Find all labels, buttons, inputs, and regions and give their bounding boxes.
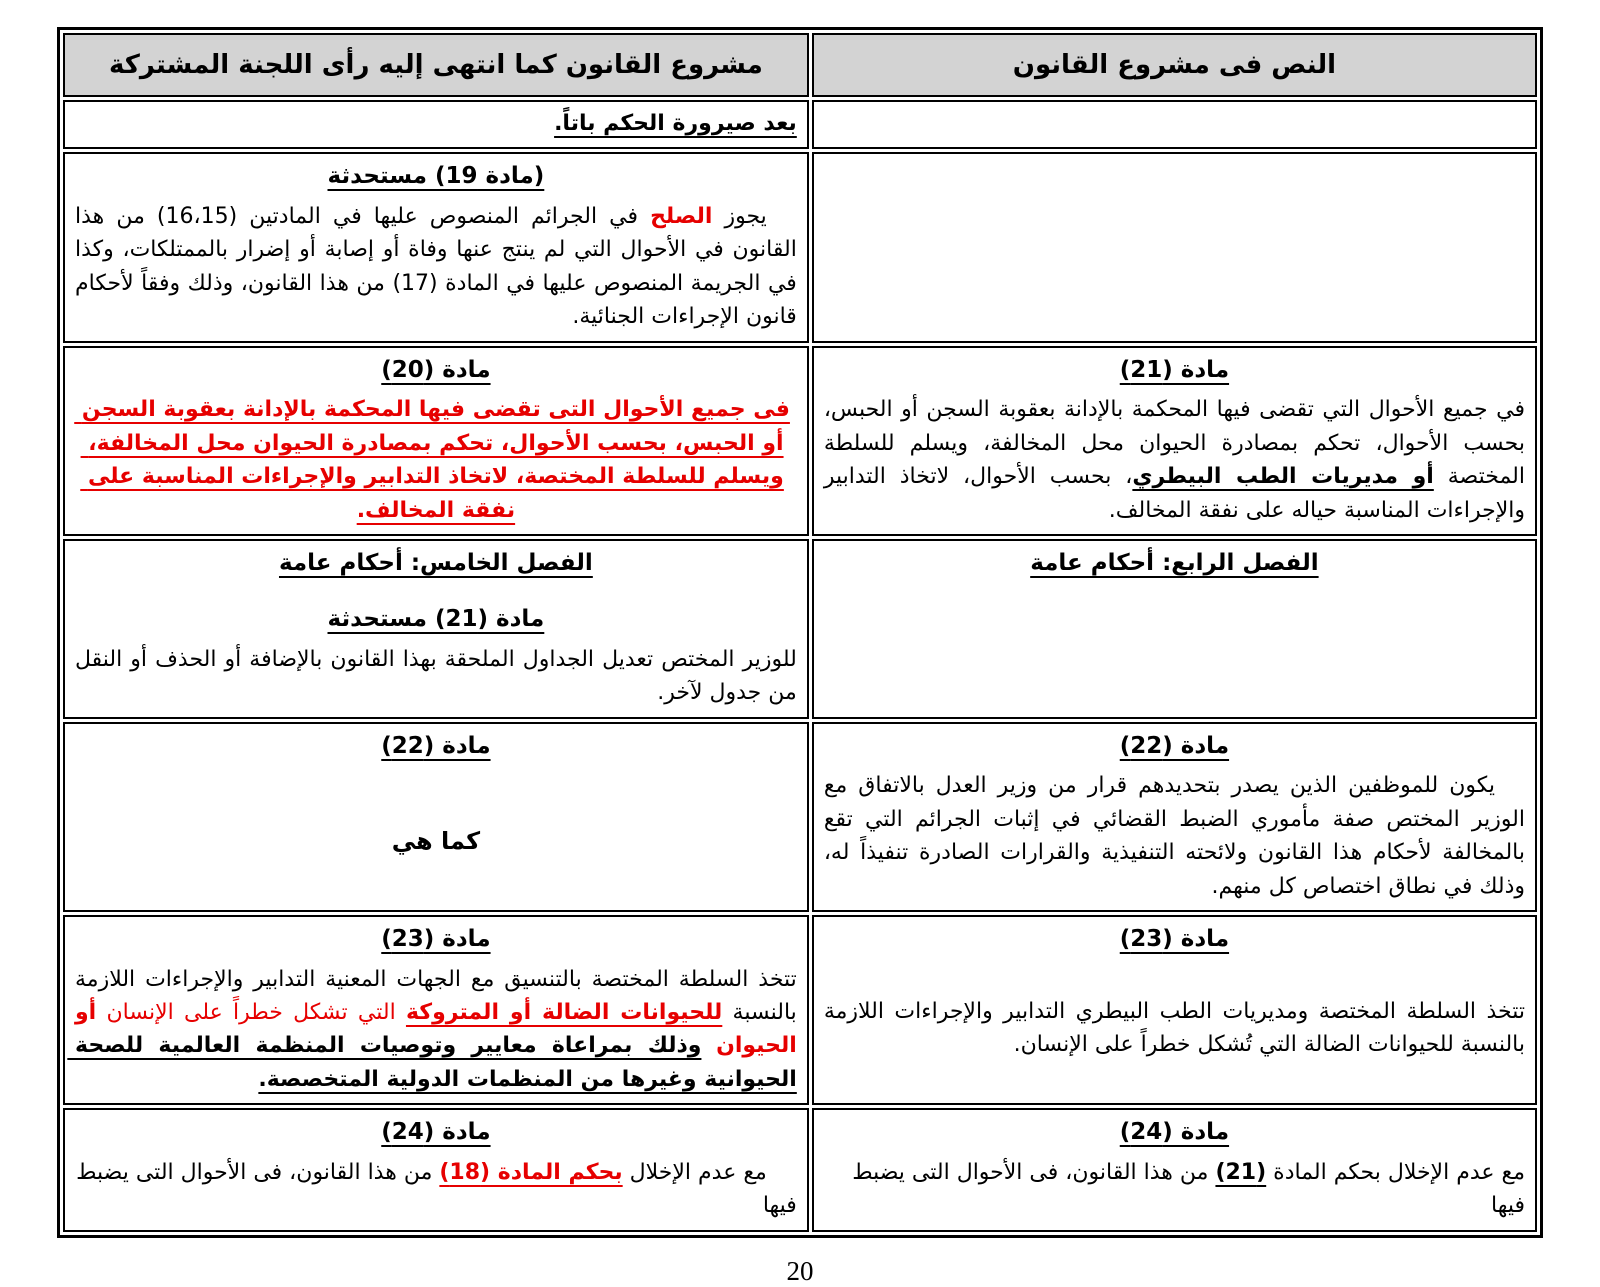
text-run: مادة (23): [381, 926, 491, 953]
text-run: مع عدم الإخلال بحكم المادة: [1266, 1159, 1525, 1185]
cell-original-row-2: [812, 152, 1537, 342]
text-run: مادة (21): [1119, 356, 1230, 383]
table-row-2: [63, 152, 1537, 342]
text-run: في جميع الأحوال التي تقضى فيها المحكمة بالإدانة بعقوبة السجن أو الحبس، بحسب الأحوال، تحكم بمصادرة الحيوان محل المخالفة، ويسلم للسلطة المختصة: [816, 397, 1525, 490]
text-run: مادة (21) مستحدثة: [327, 606, 545, 633]
article-title: [824, 729, 1525, 764]
text-run: الفصل الخامس: أحكام عامة: [278, 549, 593, 576]
table-body: [63, 33, 1537, 1232]
article-title: [824, 353, 1525, 388]
text-run: كما هي: [391, 827, 481, 856]
paragraph: [75, 823, 797, 859]
text-run: الفصل الرابع: أحكام عامة: [1030, 549, 1319, 576]
cell-committee-row-6: [63, 915, 809, 1105]
table-row-4: [63, 539, 1537, 719]
paragraph: [69, 1156, 797, 1223]
cell-committee-row-5: [63, 722, 809, 912]
paragraph: [75, 107, 797, 140]
cell-committee-row-4: [63, 539, 809, 719]
text-run: فى جميع الأحوال التى تقضى فيها المحكمة بالإدانة بعقوبة السجن أو الحبس، بحسب الأحوال، تحكم بمصادرة الحيوان محل المخالفة، ويسلم للسلطة المختصة، لاتخاذ التدابير والإجراءات المناسبة على نفقة المخالف.: [74, 397, 790, 523]
text-run: (21): [1215, 1159, 1267, 1185]
article-title: [824, 546, 1525, 581]
spacer: [75, 586, 797, 600]
article-title: [75, 729, 797, 764]
cell-committee-row-7: [63, 1108, 809, 1231]
paragraph: [68, 643, 797, 710]
text-run: أو الحيوان: [67, 1000, 797, 1059]
text-run: في الجرائم المنصوص عليها في المادتين (16،15) من هذا القانون في الأحوال التي لم ينتج عنها وفاة أو إصابة أو إضرار بالممتلكات، وكذا في الجريمة المنصوص عليها في المادة (17) من هذا القانون، وذلك وفقاً لأحكام قانون الإجراءات الجنائية.: [68, 203, 797, 330]
table-row-3: [63, 346, 1537, 536]
page-number: 20: [786, 1255, 814, 1286]
text-run: مادة (24): [1119, 1119, 1230, 1146]
text-run: للحيوانات الضالة أو المتروكة: [405, 1000, 723, 1025]
column-header-original-text: النص فى مشروع القانون: [812, 33, 1537, 97]
cell-original-row-1: [812, 100, 1537, 149]
text-run: (مادة 19) مستحدثة: [327, 163, 545, 190]
article-title: [824, 922, 1525, 957]
table-header-row: [63, 33, 1537, 97]
paragraph: [75, 393, 797, 527]
cell-original-row-7: [812, 1108, 1537, 1231]
cell-original-row-3: [812, 346, 1537, 536]
cell-original-row-6: [812, 915, 1537, 1105]
article-title: [75, 1115, 797, 1150]
text-run: مادة (24): [381, 1119, 491, 1146]
text-run: للوزير المختص تعديل الجداول الملحقة بهذا القانون بالإضافة أو الحذف أو النقل من جدول لآخر.: [68, 646, 797, 706]
spacer: [824, 963, 1525, 993]
article-title: [75, 546, 797, 581]
text-run: [701, 1033, 716, 1058]
text-run: يجوز: [712, 203, 767, 229]
paragraph: [816, 393, 1525, 527]
article-title: [75, 353, 797, 388]
text-run: تتخذ السلطة المختصة ومديريات الطب البيطري التدابير والإجراءات اللازمة بالنسبة للحيوانات الضالة التي تُشكل خطراً على الإنسان.: [816, 998, 1525, 1057]
column-header-committee-text: مشروع القانون كما انتهى إليه رأى اللجنة المشتركة: [63, 33, 809, 97]
cell-committee-row-3: [63, 346, 809, 536]
text-run: مادة (22): [381, 732, 491, 759]
text-run: مع عدم الإخلال: [622, 1159, 767, 1185]
comparison-table: [57, 27, 1543, 1238]
text-run: من هذا القانون، فى الأحوال التى يضبط فيها: [845, 1159, 1525, 1219]
text-run: مادة (23): [1119, 926, 1230, 953]
cell-committee-row-2: [63, 152, 809, 342]
text-run: التي تشكل خطراً على الإنسان: [96, 1000, 406, 1025]
text-run: وذلك بمراعاة معايير وتوصيات المنظمة العالمية للصحة الحيوانية وغيرها من المنظمات الدولية المتخصصة.: [67, 1033, 797, 1092]
article-title: [75, 159, 797, 194]
paragraph: [816, 995, 1525, 1062]
paragraph: [68, 200, 797, 334]
table-row-5: [63, 722, 1537, 912]
text-run: أو مديريات الطب البيطري: [1132, 464, 1434, 490]
article-title: [824, 1115, 1525, 1150]
text-run: بعد صيرورة الحكم باتاً.: [554, 111, 797, 136]
table-row-1: [63, 100, 1537, 149]
spacer: [75, 769, 797, 821]
article-title: [75, 922, 797, 957]
text-run: ، بحسب الأحوال، لاتخاذ التدابير والإجراءات المناسبة حياله على نفقة المخالف.: [816, 464, 1525, 523]
text-run: الصلح: [650, 203, 713, 229]
cell-committee-row-1: [63, 100, 809, 149]
paragraph: [67, 963, 797, 1097]
text-run: مادة (20): [381, 356, 491, 383]
cell-original-row-5: [812, 722, 1537, 912]
paragraph: [824, 1156, 1525, 1223]
table-row-7: [63, 1108, 1537, 1231]
text-run: يكون للموظفين الذين يصدر بتحديدهم قرار من وزير العدل بالاتفاق مع الوزير المختص صفة مأموري الضبط القضائي في إثبات الجرائم التي تقع بالمخالفة لأحكام هذا القانون ولائحته التنفيذية والقرارات الصادرة تنفيذاً له، وذلك في نطاق اختصاص كل منهم.: [816, 773, 1525, 899]
article-title: [75, 602, 797, 637]
cell-original-row-4: [812, 539, 1537, 719]
text-run: من هذا القانون، فى الأحوال التى يضبط فيها: [69, 1159, 797, 1219]
paragraph: [816, 769, 1525, 903]
table-row-6: [63, 915, 1537, 1105]
text-run: مادة (22): [1119, 732, 1230, 759]
text-run: تتخذ السلطة المختصة بالتنسيق مع الجهات المعنية التدابير والإجراءات اللازمة بالنسبة: [68, 966, 797, 1025]
text-run: بحكم المادة (18): [439, 1159, 623, 1185]
